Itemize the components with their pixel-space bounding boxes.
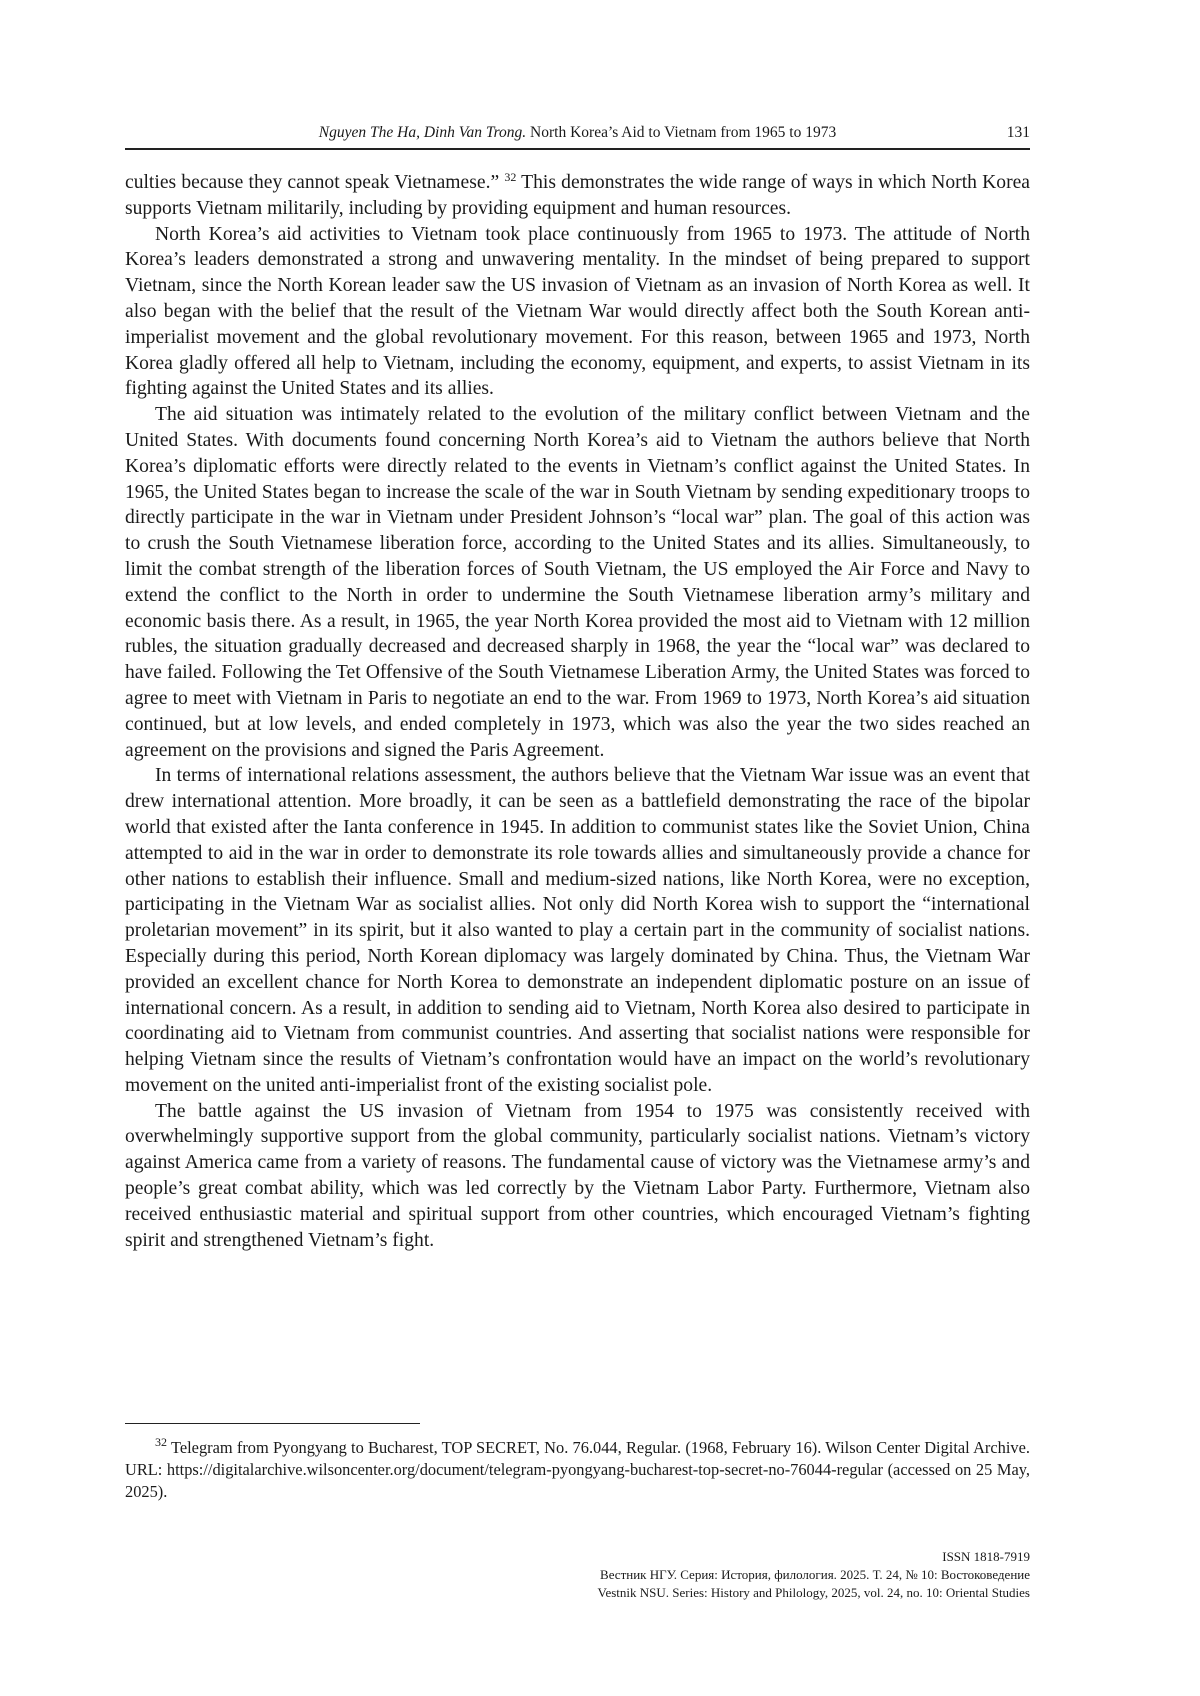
footnote-ref: 32: [504, 170, 517, 184]
footnote-text: [125, 1437, 1030, 1502]
footnote: [125, 1437, 1030, 1502]
header-authors: Nguyen The Ha, Dinh Van Trong.: [318, 124, 527, 141]
paragraph-text: This demonstrates the wide range of ways in which North Korea supports Vietnam militarily, including by providing equipment and human resources.: [125, 172, 1030, 219]
paragraph: The battle against the US invasion of Vietnam from 1954 to 1975 was consistently received with overwhelmingly supportive support from the global community, particularly socialist nations. Vietnam’s victory against America came from a variety of reasons. The fundamental cause of victory was the Vietnamese army’s and people’s great combat ability, which was led correctly by the Vietnam Labor Party. Furthermore, Vietnam also received enthusiastic material and spiritual support from other countries, which encouraged Vietnam’s fighting spirit and strengthened Vietnam’s fight.: [125, 1100, 1030, 1251]
page-number: 131: [1006, 124, 1030, 141]
footer-journal-ru: Вестник НГУ. Серия: История, филология. 2025. Т. 24, № 10: Востоковедение: [600, 1567, 1030, 1582]
running-header: [125, 120, 1030, 150]
paragraph-text: culties because they cannot speak Vietnamese.”: [125, 172, 505, 193]
footnote-body: Telegram from Pyongyang to Bucharest, TOP SECRET, No. 76.044, Regular. (1968, February 16). Wilson Center Digital Archive. URL: https://digitalarchive.wilsoncenter.org/document/telegram-pyongyang-bucharest-top-secret-no-76044-regular (accessed on 25 May, 2025).: [125, 1438, 1030, 1501]
footer-issn: ISSN 1818-7919: [942, 1549, 1030, 1564]
paragraph: In terms of international relations assessment, the authors believe that the Vietnam War issue was an event that drew international attention. More broadly, it can be seen as a battlefield demonstrating the race of the bipolar world that existed after the Ianta conference in 1945. In addition to communist states like the Soviet Union, China attempted to aid in the war in order to demonstrate its role towards allies and simultaneously provide a chance for other nations to establish their influence. Small and medium-sized nations, like North Korea, were no exception, participating in the Vietnam War as socialist allies. Not only did North Korea wish to support the “international proletarian movement” in its spirit, but it also wanted to play a certain part in the community of socialist nations. Especially during this period, North Korean diplomacy was largely dominated by China. Thus, the Vietnam War provided an excellent chance for North Korea to demonstrate an independent diplomatic posture on an issue of international concern. As a result, in addition to sending aid to Vietnam, North Korea also desired to participate in coordinating aid to Vietnam from communist countries. And asserting that socialist nations were responsible for helping Vietnam since the results of Vietnam’s confrontation would have an impact on the world’s revolutionary movement on the united anti-imperialist front of the existing socialist pole.: [125, 765, 1030, 1096]
header-title: [125, 124, 1030, 142]
paragraph-continued: [125, 170, 1030, 222]
footnote-number: 32: [155, 1435, 167, 1449]
journal-footer: [598, 1548, 1030, 1602]
article-body: [125, 170, 1030, 1253]
paragraph: The aid situation was intimately related to the evolution of the military conflict between Vietnam and the United States. With documents found concerning North Korea’s aid to Vietnam the authors believe that North Korea’s diplomatic efforts were directly related to the events in Vietnam’s conflict against the United States. In 1965, the United States began to increase the scale of the war in South Vietnam by sending expeditionary troops to directly participate in the war in Vietnam under President Johnson’s “local war” plan. The goal of this action was to crush the South Vietnamese liberation force, according to the United States and its allies. Simultaneously, to limit the combat strength of the liberation forces of South Vietnam, the US employed the Air Force and Navy to extend the conflict to the North in order to undermine the South Vietnamese liberation army’s military and economic basis there. As a result, in 1965, the year North Korea provided the most aid to Vietnam with 12 million rubles, the situation gradually decreased and decreased sharply in 1968, the year the “local war” was declared to have failed. Following the Tet Offensive of the South Vietnamese Liberation Army, the United States was forced to agree to meet with Vietnam in Paris to negotiate an end to the war. From 1969 to 1973, North Korea’s aid situation continued, but at low levels, and ended completely in 1973, which was also the year the two sides reached an agreement on the provisions and signed the Paris Agreement.: [125, 404, 1030, 761]
header-article-title: North Korea’s Aid to Vietnam from 1965 to 1973: [530, 124, 837, 141]
footer-journal-en: Vestnik NSU. Series: History and Philology, 2025, vol. 24, no. 10: Oriental Studies: [597, 1585, 1030, 1600]
paragraph: North Korea’s aid activities to Vietnam took place continuously from 1965 to 1973. The attitude of North Korea’s leaders demonstrated a strong and unwavering mentality. In the mindset of being prepared to support Vietnam, since the North Korean leader saw the US invasion of Vietnam as an invasion of North Korea as well. It also began with the belief that the result of the Vietnam War would directly affect both the South Korean anti-imperialist movement and the global revolutionary movement. For this reason, between 1965 and 1973, North Korea gladly offered all help to Vietnam, including the economy, equipment, and experts, to assist Vietnam in its fighting against the United States and its allies.: [125, 223, 1030, 400]
footnote-divider: [125, 1423, 420, 1424]
